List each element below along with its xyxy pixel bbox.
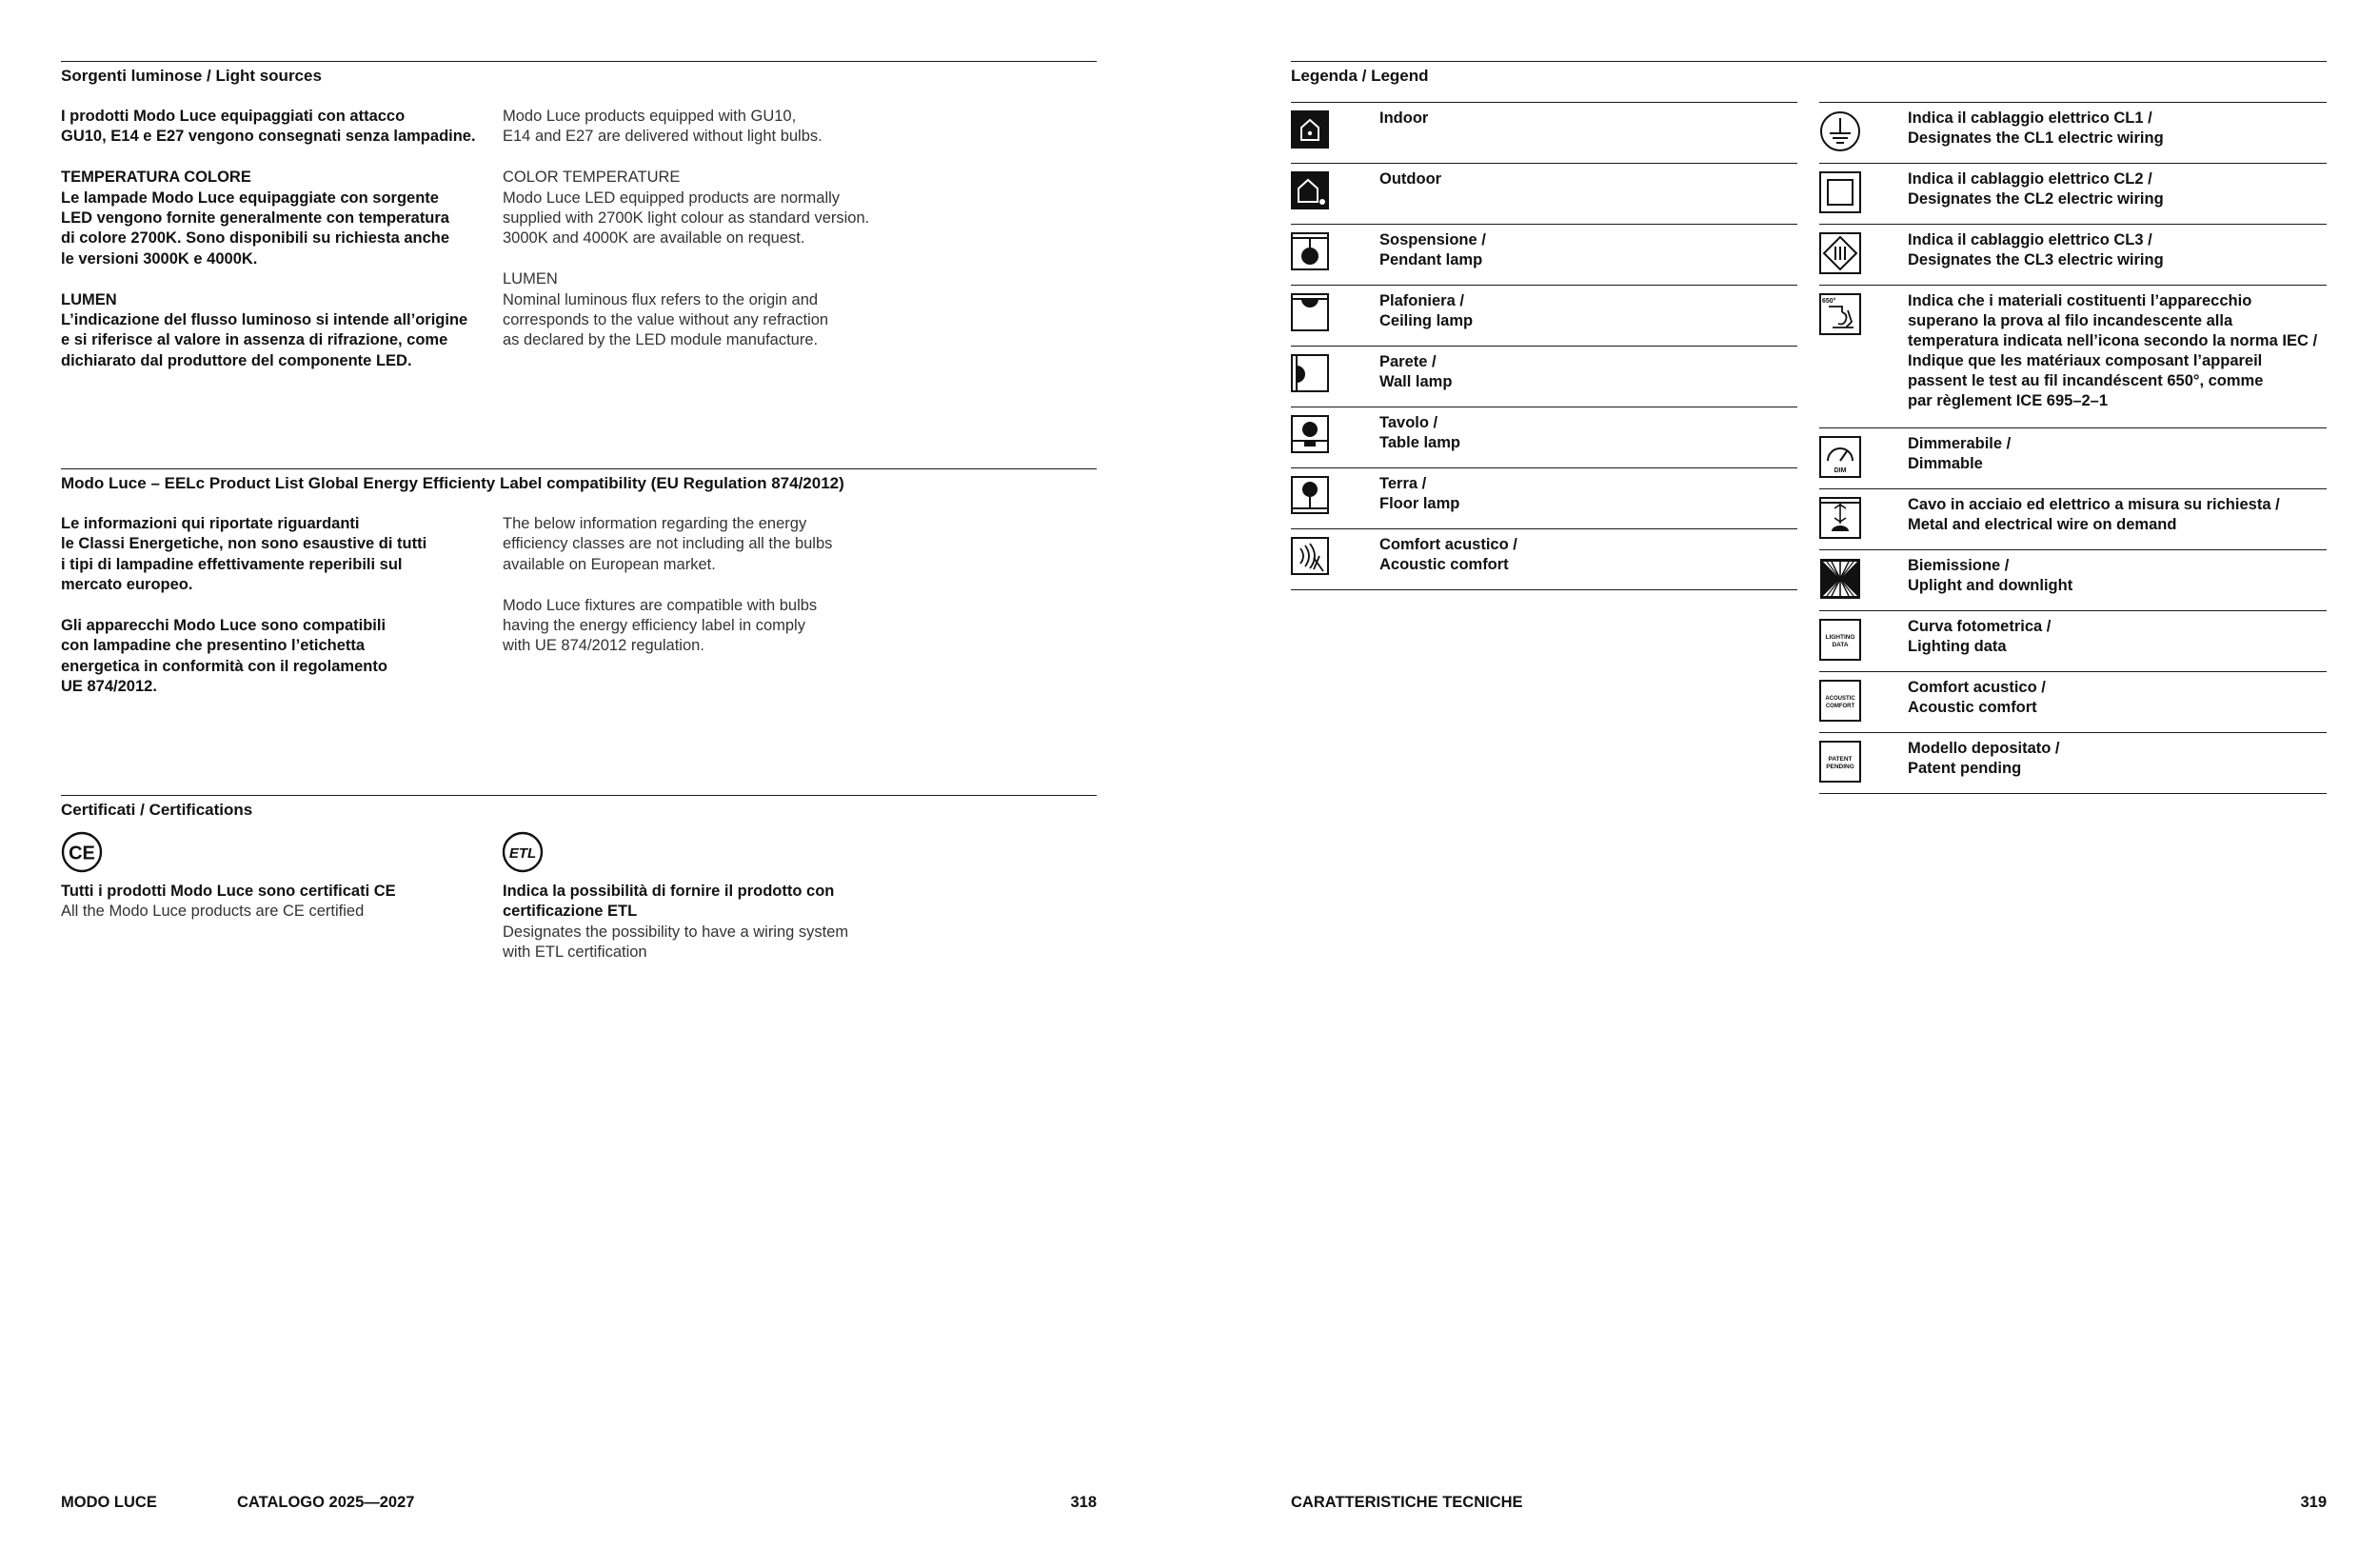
legend-row-table: Tavolo / Table lamp xyxy=(1291,407,1797,468)
lighting-data-icon xyxy=(1819,619,1857,657)
ce-description: Tutti i prodotti Modo Luce sono certificati CE All the Modo Luce products are CE certified xyxy=(61,883,396,921)
section-rule xyxy=(1291,61,2327,62)
light-sources-en-text: Modo Luce products equipped with GU10, E14 and E27 are delivered without light bulbs. COLOR TEMPERATURE Modo Luce LED equipped products are normally supplied with 2700K light colour as standard version. 3000K and 4000K are available on request. LUMEN Nominal luminous flux refers to the origin and corresponds to the value without any refraction as declared by the LED module manufacture. xyxy=(503,108,870,349)
indoor-icon xyxy=(1291,110,1329,149)
energy-en-text: The below information regarding the energy efficiency classes are not including all the bulbs available on European market. Modo Luce fixtures are compatible with bulbs having the energy efficiency label in comply with UE 874/2012 regulation. xyxy=(503,515,833,655)
acoustic-comfort-label-icon xyxy=(1819,680,1857,718)
table-lamp-icon xyxy=(1291,415,1329,453)
floor-lamp-icon xyxy=(1291,476,1329,514)
legend-row-uplight: Biemissione / Uplight and downlight xyxy=(1819,549,2327,611)
pendant-lamp-icon xyxy=(1291,232,1329,270)
energy-it-text: Le informazioni qui riportate riguardanti le Classi Energetiche, non sono esaustive di tutti i tipi di lampadine effettivamente reperibili sul mercato europeo. Gli apparecchi Modo Luce sono compatibili con lampadine che presentino l’etichetta energetica in conformità con il regolamento UE 874/2012. xyxy=(61,515,427,696)
legend-right-end-rule xyxy=(1819,793,2327,794)
section-rule xyxy=(61,795,1097,796)
footer-section-title: CARATTERISTICHE TECNICHE xyxy=(1291,1494,1523,1511)
legend-row-floor: Terra / Floor lamp xyxy=(1291,467,1797,529)
legend-row-cl2: Indica il cablaggio elettrico CL2 / Designates the CL2 electric wiring xyxy=(1819,163,2327,225)
legend-row-dimmable: DIM Dimmerabile / Dimmable xyxy=(1819,427,2327,489)
footer-page-number-left: 318 xyxy=(1070,1494,1097,1511)
legend-row-lighting-data: LIGHTING DATA Curva fotometrica / Lighting data xyxy=(1819,610,2327,672)
light-sources-it-text: I prodotti Modo Luce equipaggiati con attacco GU10, E14 e E27 vengono consegnati senza lampadine. TEMPERATURA COLORE Le lampade Modo Luce equipaggiate con sorgente LED vengono fornite generalmente con temperatura di colore 2700K. Sono disponibili su richiesta anche le versioni 3000K e 4000K. LUMEN L’indicazione del flusso luminoso si intende all’origine e si riferisce al valore in assenza di rifrazione, come dichiarato dal produttore del componente LED. xyxy=(61,108,476,369)
outdoor-icon xyxy=(1291,171,1329,209)
cl2-wiring-icon xyxy=(1819,171,1857,209)
svg-text:PATENT: PATENT xyxy=(1828,756,1853,763)
legend-row-indoor: Indoor xyxy=(1291,102,1797,164)
wall-lamp-icon xyxy=(1291,354,1329,392)
legend-row-glow-wire: 650° Indica che i materiali costituenti l’apparecchio superano la prova al filo incandescente alla temperatura indicata nell’icona secondo la norma IEC / Indique que les matériaux composant l’appareil passent le test au fil incandéscent 650°, comme par règlement ICE 695–2–1 xyxy=(1819,285,2327,428)
footer-catalog: CATALOGO 2025—2027 xyxy=(237,1494,415,1511)
section-rule xyxy=(61,61,1097,62)
patent-pending-icon xyxy=(1819,741,1857,779)
legend-title: Legenda / Legend xyxy=(1291,67,1429,85)
certifications-title: Certificati / Certifications xyxy=(61,801,253,819)
legend-row-cl1: Indica il cablaggio elettrico CL1 / Designates the CL1 electric wiring xyxy=(1819,102,2327,164)
svg-text:DIM: DIM xyxy=(1834,467,1847,474)
glow-wire-icon xyxy=(1819,293,1857,331)
ceiling-lamp-icon xyxy=(1291,293,1329,331)
legend-row-pendant: Sospensione / Pendant lamp xyxy=(1291,224,1797,286)
legend-left-end-rule xyxy=(1291,589,1797,590)
cl1-wiring-icon xyxy=(1819,110,1857,149)
ce-logo-icon xyxy=(61,831,103,873)
energy-title: Modo Luce – EELc Product List Global Energy Efficienty Label compatibility (EU Regulation 874/2012) xyxy=(61,474,844,492)
cl3-wiring-icon xyxy=(1819,232,1857,270)
dimmable-icon xyxy=(1819,436,1857,474)
legend-row-ceiling: Plafoniera / Ceiling lamp xyxy=(1291,285,1797,347)
etl-logo-icon xyxy=(502,831,544,873)
legend-row-acoustic: Comfort acustico / Acoustic comfort xyxy=(1291,528,1797,590)
svg-text:ETL: ETL xyxy=(508,845,537,862)
light-sources-title: Sorgenti luminose / Light sources xyxy=(61,67,322,85)
svg-text:LIGHTING: LIGHTING xyxy=(1825,634,1855,641)
uplight-downlight-icon xyxy=(1819,558,1857,596)
svg-text:CE: CE xyxy=(69,843,95,864)
svg-text:DATA: DATA xyxy=(1832,642,1849,648)
legend-row-wall: Parete / Wall lamp xyxy=(1291,346,1797,407)
section-rule xyxy=(61,468,1097,469)
footer-brand: MODO LUCE xyxy=(61,1494,157,1511)
svg-text:COMFORT: COMFORT xyxy=(1825,704,1855,709)
etl-description: Indica la possibilità di fornire il prodotto con certificazione ETL Designates the possibility to have a wiring system with ETL certification xyxy=(503,883,849,962)
legend-row-wire-demand: Cavo in acciaio ed elettrico a misura su richiesta / Metal and electrical wire on demand xyxy=(1819,488,2327,550)
legend-row-cl3: Indica il cablaggio elettrico CL3 / Designates the CL3 electric wiring xyxy=(1819,224,2327,286)
svg-text:ACOUSTIC: ACOUSTIC xyxy=(1825,696,1855,702)
footer-page-number-right: 319 xyxy=(2300,1494,2327,1511)
legend-row-patent: PATENT PENDING Modello depositato / Patent pending xyxy=(1819,732,2327,794)
wire-on-demand-icon xyxy=(1819,497,1857,535)
acoustic-comfort-icon xyxy=(1291,537,1329,575)
legend-row-outdoor: Outdoor xyxy=(1291,163,1797,225)
svg-text:650°: 650° xyxy=(1822,298,1836,305)
svg-text:PENDING: PENDING xyxy=(1826,764,1854,770)
legend-row-acoustic-label: ACOUSTIC COMFORT Comfort acustico / Acoustic comfort xyxy=(1819,671,2327,733)
